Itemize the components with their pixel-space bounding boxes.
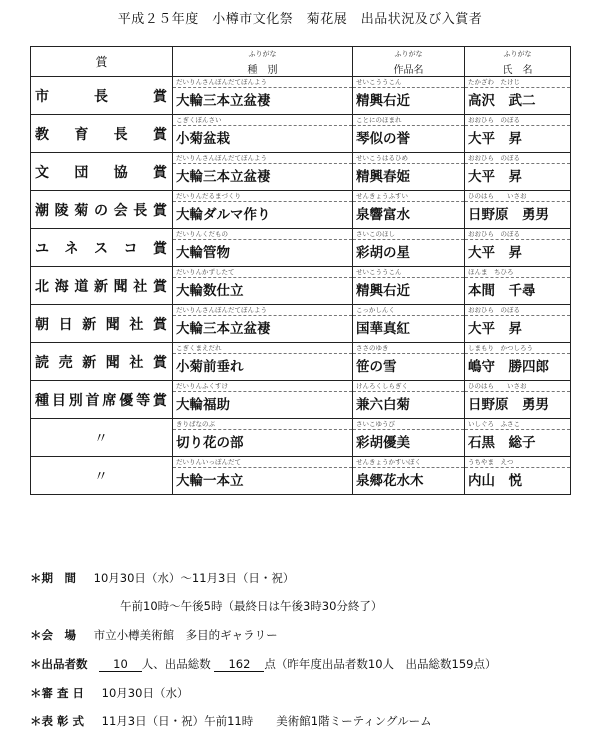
name-furigana: ひのはら いさお [465, 381, 570, 392]
info-exhibitors [30, 656, 497, 672]
prize-char: 等 [136, 392, 151, 409]
prize-char: 長 [133, 202, 148, 219]
category-cell [173, 229, 353, 267]
prize-char: 種 [35, 392, 49, 409]
name-furigana: おおひら のぼる [465, 229, 570, 240]
prize-char: 朝 [35, 316, 49, 333]
category-cell [173, 419, 353, 457]
category-furigana: だいりんさんぼんだてぼんよう [173, 77, 352, 88]
category-cell [173, 115, 353, 153]
work-text: 精興右近 [356, 93, 410, 109]
work-furigana: さいこゆうび [353, 419, 464, 430]
prize-char: 首 [85, 392, 100, 409]
category-cell [173, 457, 353, 495]
period-label: ＊期 間 [30, 571, 76, 585]
prize-char: 賞 [152, 316, 167, 333]
table-row [31, 381, 571, 419]
name-text: 大平 昇 [468, 245, 522, 261]
category-furigana: こぎくまえだれ [173, 343, 352, 354]
name-cell [465, 115, 571, 153]
work-furigana: せいこううこん [353, 267, 464, 278]
work-furigana: こっかしんく [353, 305, 464, 316]
prize-char: 聞 [105, 354, 120, 371]
work-text: 泉郷花水木 [356, 473, 424, 489]
prize-char: 会 [113, 202, 128, 219]
header-category-label: 種 別 [247, 65, 278, 76]
prize-char: 長 [94, 88, 108, 105]
table-row [31, 419, 571, 457]
work-cell [353, 419, 465, 457]
prize-cell [31, 267, 173, 305]
prize-name [35, 124, 167, 144]
category-text: 小菊盆栽 [176, 131, 230, 147]
name-furigana: おおひら のぼる [465, 153, 570, 164]
work-furigana: せいこうはるひめ [353, 153, 464, 164]
prize-char: 陵 [54, 202, 69, 219]
category-cell [173, 267, 353, 305]
category-text: 大輪三本立盆褄 [176, 169, 271, 185]
prize-char: 〃 [94, 430, 108, 447]
header-prize: 賞 [31, 47, 173, 77]
name-furigana: たかざわ たけじ [465, 77, 570, 88]
name-text: 嶋守 勝四郎 [468, 359, 549, 375]
prize-char: 新 [93, 278, 108, 295]
venue-label: ＊会 場 [30, 628, 76, 642]
table-row [31, 305, 571, 343]
prize-char: 教 [35, 126, 49, 143]
category-furigana: だいりんだるまづくり [173, 191, 352, 202]
name-cell [465, 419, 571, 457]
header-work-label: 作品名 [393, 65, 424, 76]
name-furigana: おおひら のぼる [465, 115, 570, 126]
prize-char: 菊 [74, 202, 89, 219]
work-cell [353, 457, 465, 495]
work-cell [353, 77, 465, 115]
venue-value: 市立小樽美術館 多目的ギャラリー [93, 628, 278, 642]
category-text: 大輪一本立 [176, 473, 244, 489]
work-furigana: さいこのほし [353, 229, 464, 240]
category-cell [173, 305, 353, 343]
prize-name [35, 200, 167, 220]
name-cell [465, 457, 571, 495]
exhibitors-label: ＊出品者数 [30, 657, 88, 671]
work-cell [353, 381, 465, 419]
table-row [31, 191, 571, 229]
prize-name [35, 276, 167, 296]
prize-char: 賞 [152, 392, 167, 409]
work-text: 国華真紅 [356, 321, 410, 337]
work-cell [353, 153, 465, 191]
info-period [30, 570, 294, 586]
awards-table [30, 46, 571, 495]
prize-char: 長 [113, 126, 128, 143]
prize-char: 賞 [152, 202, 167, 219]
name-text: 日野原 勇男 [468, 207, 549, 223]
prize-char: ネ [64, 240, 79, 257]
header-category [173, 47, 353, 77]
prize-char: 売 [58, 354, 73, 371]
judging-label: ＊審 査 日 [30, 686, 85, 700]
header-name [465, 47, 571, 77]
work-cell [353, 229, 465, 267]
work-text: 彩胡の星 [356, 245, 410, 261]
prize-char: 聞 [113, 278, 128, 295]
category-text: 大輪三本立盆褄 [176, 321, 271, 337]
category-cell [173, 381, 353, 419]
prize-cell [31, 457, 173, 495]
work-furigana: せんきょうかすいぼく [353, 457, 464, 468]
table-header-row [31, 47, 571, 77]
name-furigana: しまもり かつしろう [465, 343, 570, 354]
prize-char: 別 [68, 392, 83, 409]
period-value: 10月30日（水）～11月3日（日・祝） [93, 571, 295, 585]
total-tail: 点（昨年度出品者数10人 出品総数159点） [264, 657, 497, 671]
category-furigana: こぎくぼんさい [173, 115, 352, 126]
table-row [31, 229, 571, 267]
prize-char: 賞 [152, 164, 167, 181]
award-label: ＊表 彰 式 [30, 714, 85, 728]
category-cell [173, 153, 353, 191]
table-row [31, 343, 571, 381]
work-text: 笹の雪 [356, 359, 397, 375]
prize-char: 団 [74, 164, 89, 181]
category-text: 大輪ダルマ作り [176, 207, 271, 223]
work-cell [353, 343, 465, 381]
work-furigana: せいこううこん [353, 77, 464, 88]
prize-cell [31, 115, 173, 153]
category-text: 大輪数仕立 [176, 283, 244, 299]
prize-cell [31, 419, 173, 457]
name-text: 高沢 武二 [468, 93, 536, 109]
prize-char: 賞 [152, 354, 167, 371]
header-work [353, 47, 465, 77]
name-text: 大平 昇 [468, 131, 522, 147]
prize-cell [31, 381, 173, 419]
name-cell [465, 191, 571, 229]
name-furigana: ほんま ちひろ [465, 267, 570, 278]
prize-cell [31, 305, 173, 343]
name-furigana: うちやま えつ [465, 457, 570, 468]
prize-name [35, 86, 167, 106]
prize-char: 育 [74, 126, 89, 143]
prize-char: 新 [82, 354, 97, 371]
prize-name [35, 238, 167, 258]
work-cell [353, 305, 465, 343]
prize-char: 市 [35, 88, 49, 105]
table-row [31, 77, 571, 115]
work-cell [353, 115, 465, 153]
prize-name [35, 352, 167, 372]
info-judging [30, 685, 188, 701]
work-text: 泉響富水 [356, 207, 410, 223]
total-count: 162 [214, 657, 264, 672]
table-row [31, 115, 571, 153]
category-furigana: だいりんさんぼんだてぼんよう [173, 153, 352, 164]
info-venue [30, 627, 278, 643]
prize-char: 協 [113, 164, 128, 181]
period-hours: 午前10時～午後5時（最終日は午後3時30分終了） [120, 599, 383, 613]
exhibitors-mid: 人、出品総数 [141, 657, 211, 671]
prize-char: 〃 [94, 468, 108, 485]
prize-char: 賞 [153, 240, 167, 257]
prize-cell [31, 343, 173, 381]
prize-char: 賞 [153, 88, 167, 105]
prize-char: 北 [35, 278, 49, 295]
prize-char: 優 [119, 392, 134, 409]
name-text: 石黒 総子 [468, 435, 536, 451]
name-text: 内山 悦 [468, 473, 522, 489]
name-cell [465, 381, 571, 419]
work-cell [353, 191, 465, 229]
prize-name [35, 314, 167, 334]
category-furigana: だいりんくだもの [173, 229, 352, 240]
name-text: 本間 千尋 [468, 283, 536, 299]
prize-char: 道 [74, 278, 89, 295]
header-furigana: ふりがな [503, 50, 532, 58]
work-furigana: けんろくしらぎく [353, 381, 464, 392]
category-text: 大輪三本立盆褄 [176, 93, 271, 109]
name-cell [465, 305, 571, 343]
prize-char: 賞 [152, 278, 167, 295]
prize-char: 読 [35, 354, 49, 371]
prize-char: 社 [133, 278, 148, 295]
work-text: 彩胡優美 [356, 435, 410, 451]
work-text: 精興右近 [356, 283, 410, 299]
name-cell [465, 343, 571, 381]
name-cell [465, 229, 571, 267]
info-hours [120, 598, 382, 614]
category-furigana: だいりんふくすけ [173, 381, 352, 392]
prize-char: 海 [54, 278, 69, 295]
prize-char: 社 [129, 354, 144, 371]
prize-char: の [93, 202, 108, 219]
work-furigana: ささのゆき [353, 343, 464, 354]
header-furigana: ふりがな [394, 50, 423, 58]
prize-name [35, 466, 167, 486]
prize-name [35, 428, 167, 448]
name-text: 大平 昇 [468, 321, 522, 337]
header-furigana: ふりがな [248, 50, 277, 58]
prize-cell [31, 229, 173, 267]
work-text: 琴似の誉 [356, 131, 410, 147]
table-row [31, 153, 571, 191]
prize-char: 賞 [152, 126, 167, 143]
judging-value: 10月30日（水） [101, 686, 189, 700]
category-cell [173, 77, 353, 115]
prize-char: ユ [35, 240, 49, 257]
prize-char: 新 [82, 316, 97, 333]
work-text: 精興春姫 [356, 169, 410, 185]
category-text: 小菊前垂れ [176, 359, 244, 375]
prize-char: 席 [102, 392, 117, 409]
name-cell [465, 267, 571, 305]
work-furigana: せんきょうふすい [353, 191, 464, 202]
category-text: 大輪管物 [176, 245, 230, 261]
prize-char: 日 [58, 316, 73, 333]
name-furigana: おおひら のぼる [465, 305, 570, 316]
category-furigana: だいりんいっぽんだて [173, 457, 352, 468]
page-title: 平成２５年度 小樽市文化祭 菊花展 出品状況及び入賞者 [117, 12, 483, 27]
name-text: 日野原 勇男 [468, 397, 549, 413]
exhibitors-count: 10 [99, 657, 142, 672]
category-furigana: だいりんかずしたて [173, 267, 352, 278]
category-furigana: だいりんさんぼんだてぼんよう [173, 305, 352, 316]
name-cell [465, 153, 571, 191]
prize-char: ス [94, 240, 108, 257]
info-award [30, 713, 432, 729]
prize-cell [31, 191, 173, 229]
work-text: 兼六白菊 [356, 397, 410, 413]
name-cell [465, 77, 571, 115]
prize-name [35, 162, 167, 182]
work-cell [353, 267, 465, 305]
table-row [31, 267, 571, 305]
name-text: 大平 昇 [468, 169, 522, 185]
table-row [31, 457, 571, 495]
prize-cell [31, 77, 173, 115]
prize-name [35, 390, 167, 410]
category-furigana: きりばなのぶ [173, 419, 352, 430]
prize-char: 聞 [105, 316, 120, 333]
category-text: 切り花の部 [176, 435, 244, 451]
award-value: 11月3日（日・祝）午前11時 美術館1階ミーティングルーム [101, 714, 432, 728]
prize-char: 文 [35, 164, 49, 181]
work-furigana: ことにのほまれ [353, 115, 464, 126]
category-text: 大輪福助 [176, 397, 230, 413]
name-furigana: ひのはら いさお [465, 191, 570, 202]
prize-char: 潮 [35, 202, 49, 219]
category-cell [173, 191, 353, 229]
prize-char: 社 [129, 316, 144, 333]
prize-char: コ [123, 240, 138, 257]
category-cell [173, 343, 353, 381]
name-furigana: いしぐろ ふさこ [465, 419, 570, 430]
prize-cell [31, 153, 173, 191]
prize-char: 目 [51, 392, 66, 409]
header-name-label: 氏 名 [502, 65, 533, 76]
